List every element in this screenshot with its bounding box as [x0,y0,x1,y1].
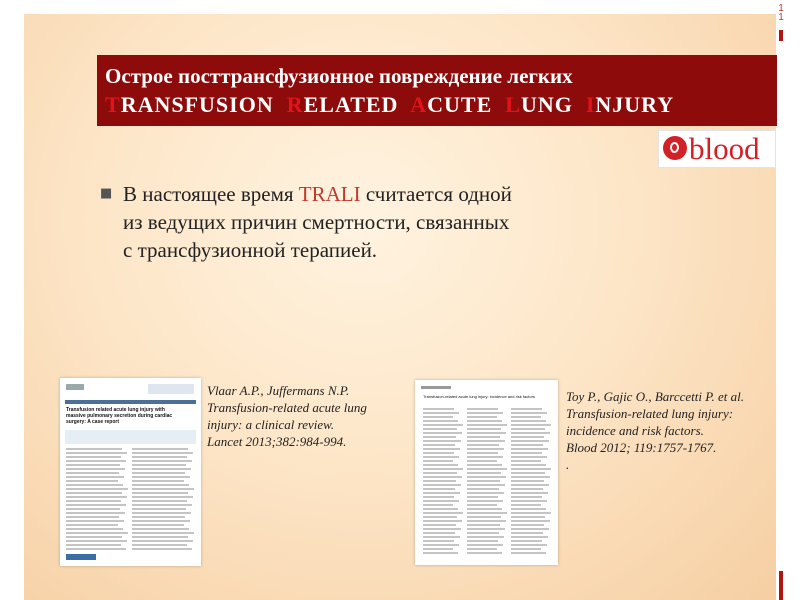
paper-text-line [132,508,186,510]
paper-text-line [511,488,543,490]
title-banner [97,55,777,126]
paper-text-line [467,456,503,458]
paper-text-line [467,436,500,438]
paper-text-line [66,472,119,474]
abstract-box [65,430,196,444]
paper-text-line [511,412,547,414]
paper-text-line [423,484,461,486]
paper-text-line [467,432,506,434]
paper-text-line [132,520,190,522]
page-number [775,4,787,22]
paper-text-line [66,548,126,550]
body-paragraph [123,180,643,264]
paper-text-line [467,444,499,446]
blood-journal-logo [658,130,776,168]
paper-text-line [423,476,462,478]
paper-text-line [423,504,453,506]
paper-text-line [423,552,458,554]
paper-text-line [511,504,541,506]
title-word: ELATED [303,92,399,117]
paper1-title-line: massive pulmonary secretion during cardiac [66,413,173,419]
citation-line: Transfusion-related lung injury: [566,406,734,421]
paper-text-line [467,484,505,486]
paper-text-line [132,500,187,502]
paper-text-line [511,548,541,550]
paper-text-line [423,460,453,462]
paper-text-line [423,452,454,454]
paper-text-line [511,520,550,522]
paper-text-line [511,496,542,498]
blood-drop-icon [663,136,687,160]
paper-text-line [511,408,542,410]
paper-text-line [467,544,503,546]
citation-line: Blood 2012; 119:1757-1767. [566,440,717,455]
paper-text-line [511,468,551,470]
paper-text-line [66,492,122,494]
title-word: CUTE [427,92,493,117]
journal-logo-icon [66,384,84,390]
paper-text-line [132,512,191,514]
title-word: NJURY [595,92,675,117]
paper-text-line [423,472,457,474]
paper-text-line [423,520,462,522]
paper-text-line [423,524,456,526]
paper-text-line [423,464,458,466]
paper1-title [66,407,196,425]
publisher-logo-icon [66,554,96,560]
paper-text-line [66,484,123,486]
paper-text-line [467,524,500,526]
paper-text-line [66,512,125,514]
body-text-line3: с трансфузионной терапией. [123,238,378,262]
paper-text-line [66,544,121,546]
paper-text-line [423,540,454,542]
page-number-digit: 1 [778,12,784,23]
paper-text-line [132,504,192,506]
paper-text-line [66,452,127,454]
paper-text-line [467,464,502,466]
paper-text-line [132,484,189,486]
paper-text-line [467,416,497,418]
paper-text-line [132,488,194,490]
logo-text: blood [689,131,760,166]
paper-text-line [511,448,548,450]
paper-text-line [132,480,184,482]
paper-text-line [467,520,506,522]
paper-text-line [423,424,463,426]
title-russian: Острое посттрансфузионное повреждение легких [105,64,573,88]
paper-text-line [467,424,507,426]
paper-text-line [511,512,551,514]
paper-text-line [66,480,118,482]
paper-text-line [511,416,541,418]
paper-text-line [66,496,127,498]
paper-text-line [66,508,120,510]
page-number-digit: 1 [778,3,784,14]
paper-text-line [467,500,503,502]
title-cap-letter: I [585,92,596,117]
paper-text-line [66,500,121,502]
paper-text-line [423,512,463,514]
paper-text-line [467,492,504,494]
paper-text-line [511,540,542,542]
paper-text-line [423,488,455,490]
paper-text-line [511,528,549,530]
paper-thumbnail-lancet [60,378,201,566]
paper-text-line [66,528,123,530]
paper-text-line [511,424,551,426]
paper-text-line [511,476,550,478]
paper-text-line [132,532,194,534]
header-rule [65,400,196,404]
paper-text-line [467,428,501,430]
paper-text-line [423,412,459,414]
paper-text-line [467,532,499,534]
paper-text-line [423,468,463,470]
paper-text-line [467,496,498,498]
paper-text-line [132,548,192,550]
paper-text-line [511,524,544,526]
paper-text-line [132,452,193,454]
paper-text-line [423,420,458,422]
paper1-title-line: Transfusion related acute lung injury with [66,407,165,413]
paper-text-line [467,552,502,554]
paper-text-line [423,544,459,546]
paper-text-line [467,440,505,442]
paper-text-line [467,540,498,542]
paper-text-line [423,508,458,510]
paper-text-line [423,456,459,458]
paper-text-line [511,516,545,518]
citation-line: Toy P., Gajic O., Barccetti P. et al. [566,389,745,404]
paper-text-line [132,448,188,450]
paper-text-line [511,492,548,494]
paper-text-line [467,468,507,470]
citation-line: Vlaar A.P., Juffermans N.P. [207,383,350,398]
paper-text-line [66,504,126,506]
paper-text-line [132,540,193,542]
paper-text-line [423,416,453,418]
paper-text-line [467,476,506,478]
paper-text-line [66,488,128,490]
citation-blood [566,388,744,473]
paper-text-line [511,460,541,462]
paper-text-line [132,544,187,546]
citation-lancet [207,382,367,450]
citation-line: Transfusion-related acute lung [207,400,367,415]
paper-text-line [467,516,501,518]
title-word: UNG [520,92,573,117]
paper-text-line [423,432,462,434]
paper-text-line [66,540,127,542]
paper-text-line [132,472,185,474]
paper-text-line [423,496,454,498]
paper-text-line [423,516,457,518]
body-text-pre: В настоящее время [123,182,299,206]
paper-text-line [132,476,190,478]
paper-text-line [66,476,124,478]
paper-text-line [66,536,122,538]
paper-text-line [423,444,455,446]
paper-text-line [511,484,549,486]
paper-text-line [66,516,119,518]
paper-text-line [467,472,501,474]
citation-line: . [566,457,570,472]
citation-line: incidence and risk factors. [566,423,704,438]
citation-line: Lancet 2013;382:984-994. [207,434,347,449]
paper-text-line [66,448,122,450]
title-cap-letter: T [105,92,121,117]
paper-text-line [132,496,193,498]
paper-text-line [467,480,500,482]
paper-text-line [423,480,456,482]
paper-text-line [511,464,546,466]
title-cap-letter: A [410,92,428,117]
paper-text-line [511,480,544,482]
paper-text-line [511,432,550,434]
body-text-line2: из ведущих причин смертности, связанных [123,210,510,234]
paper-text-line [511,420,546,422]
paper-text-line [66,520,124,522]
paper-text-line [467,548,497,550]
paper-text-line [511,532,543,534]
paper-text-line [511,508,546,510]
paper-text-line [423,428,457,430]
paper-text-line [467,460,497,462]
paper-text-line [467,408,498,410]
paper-text-line [511,444,543,446]
paper-text-line [467,504,497,506]
paper-text-line [511,544,547,546]
paper-text-line [132,524,184,526]
title-word: RANSFUSION [120,92,274,117]
paper-text-line [66,464,120,466]
paper-text-line [467,508,502,510]
paper-text-line [511,536,548,538]
paper-text-line [132,460,192,462]
paper-text-line [423,548,453,550]
paper-text-line [423,408,454,410]
bullet-icon: ■ [100,186,113,201]
paper-text-line [423,440,461,442]
paper-text-line [511,456,547,458]
paper-text-line [66,460,126,462]
paper-text-line [511,500,547,502]
paper-text-line [511,428,545,430]
paper-text-line [511,436,544,438]
citation-line: injury: a clinical review. [207,417,335,432]
paper-text-line [66,456,121,458]
title-cap-letter: R [286,92,304,117]
paper1-title-line: surgery: A case report [66,419,119,425]
paper-text-line [511,452,542,454]
paper-text-line [511,440,549,442]
paper-text-line [132,516,185,518]
paper-text-line [467,528,505,530]
title-cap-letter: L [505,92,521,117]
paper-text-line [511,552,546,554]
paper-text-line [423,436,456,438]
paper-text-line [467,412,503,414]
paper-text-line [467,420,502,422]
paper-text-line [132,456,187,458]
paper-text-line [423,528,461,530]
paper-thumbnail-blood [415,380,558,565]
paper-text-line [66,532,128,534]
paper-text-line [423,532,455,534]
title-english [105,92,674,118]
paper-text-line [132,536,188,538]
paper-text-line [132,468,191,470]
paper-text-line [66,524,118,526]
paper-text-line [467,452,498,454]
paper-text-line [423,500,459,502]
paper-text-line [467,512,507,514]
paper-text-line [467,536,504,538]
paper2-header [421,386,451,389]
paper-text-line [467,488,499,490]
paper-text-line [423,536,460,538]
paper-text-line [132,464,186,466]
journal-banner [148,384,194,394]
bottom-accent-bar [779,571,783,600]
paper-text-line [132,528,189,530]
top-accent-bar [779,30,783,41]
paper-text-line [66,468,125,470]
paper-text-line [467,448,504,450]
paper-text-line [511,472,545,474]
paper-text-line [423,448,460,450]
paper-text-line [132,492,188,494]
paper2-title: Transfusion-related acute lung injury: incidence and risk factors [423,394,535,399]
trali-highlight: TRALI [298,182,361,206]
paper-text-line [423,492,460,494]
body-text-post: считается одной [360,182,512,206]
